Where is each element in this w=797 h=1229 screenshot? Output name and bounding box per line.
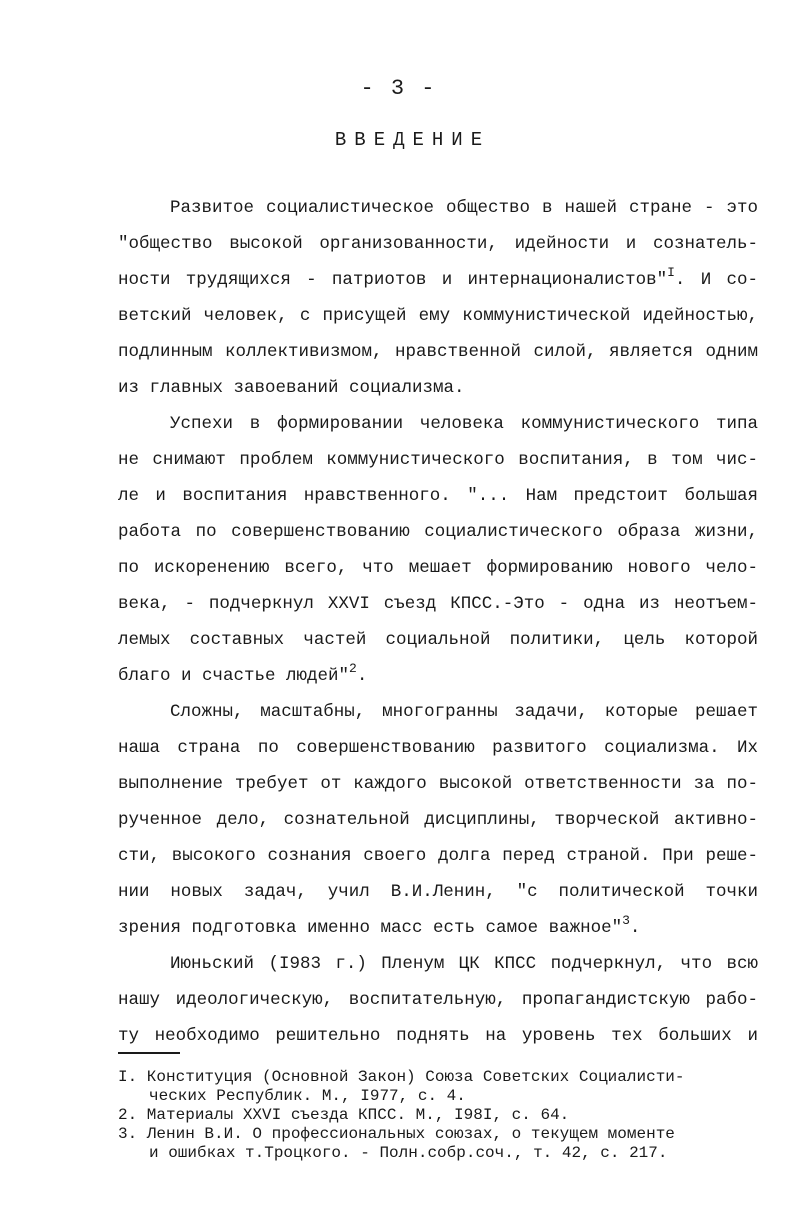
text-line: ветский человек, с присущей ему коммунистической идейностью, <box>118 306 758 326</box>
footnote-3: 3. Ленин В.И. О профессиональных союзах, о текущем моменте <box>118 1125 675 1143</box>
text-line: ту необходимо решительно поднять на уровень тех больших и <box>118 1026 758 1046</box>
text-line: века, - подчеркнул XXVI съезд КПСС.-Это - одна из неотъем- <box>118 594 758 614</box>
text-line: работа по совершенствованию социалистического образа жизни, <box>118 522 758 542</box>
text-line: не снимают проблем коммунистического воспитания, в том чис- <box>118 450 758 470</box>
text-fragment: ности трудящихся - патриотов и интернационалистов" <box>118 270 668 290</box>
text-line: выполнение требует от каждого высокой ответственности за по- <box>118 774 758 794</box>
text-line: рученное дело, сознательной дисциплины, творческой активно- <box>118 810 758 830</box>
text-fragment: благо и счастье людей" <box>118 666 350 686</box>
footnote-2: 2. Материалы XXVI съезда КПСС. М., I98I, с. 64. <box>118 1106 570 1124</box>
text-line <box>118 262 758 298</box>
text-line <box>118 910 758 946</box>
footnote-separator <box>118 1052 180 1054</box>
text-line: Успехи в формировании человека коммунистического типа <box>170 414 758 434</box>
footnote-marker: 3 <box>622 913 630 928</box>
body-text <box>118 190 758 1054</box>
text-fragment: . И со- <box>674 270 758 290</box>
section-heading: ВВЕДЕНИЕ <box>334 129 491 151</box>
text-line: нии новых задач, учил В.И.Ленин, "с политической точки <box>118 882 758 902</box>
text-fragment: . <box>629 918 641 938</box>
text-line: сти, высокого сознания своего долга перед страной. При реше- <box>118 846 758 866</box>
footnote-1: I. Конституция (Основной Закон) Союза Советских Социалисти- <box>118 1068 685 1086</box>
footnote-3-continuation: и ошибках т.Троцкого. - Полн.собр.соч., т. 42, с. 217. <box>149 1144 668 1162</box>
text-fragment: . <box>356 666 368 686</box>
footnotes <box>118 1068 758 1163</box>
text-line: подлинным коллективизмом, нравственной силой, является одним <box>118 342 758 362</box>
footnote-1-continuation: ческих Республик. М., I977, с. 4. <box>149 1087 466 1105</box>
page-number: - 3 - <box>360 76 437 101</box>
text-fragment: зрения подготовка именно масс есть самое важное" <box>118 918 623 938</box>
text-line: Развитое социалистическое общество в нашей стране - это <box>170 198 758 218</box>
text-line: наша страна по совершенствованию развитого социализма. Их <box>118 738 758 758</box>
text-line: Июньский (I983 г.) Пленум ЦК КПСС подчеркнул, что всю <box>170 954 758 974</box>
text-line: "общество высокой организованности, идейности и сознатель- <box>118 234 758 254</box>
footnote-marker: I <box>667 265 675 280</box>
text-line: по искоренению всего, что мешает формированию нового чело- <box>118 558 758 578</box>
text-line: Сложны, масштабны, многогранны задачи, которые решает <box>170 702 758 722</box>
text-line: из главных завоеваний социализма. <box>118 378 465 398</box>
text-line: лемых составных частей социальной политики, цель которой <box>118 630 758 650</box>
text-line: нашу идеологическую, воспитательную, пропагандистскую рабо- <box>118 990 758 1010</box>
text-line <box>118 658 758 694</box>
footnote-marker: 2 <box>349 661 357 676</box>
text-line: ле и воспитания нравственного. "... Нам предстоит большая <box>118 486 758 506</box>
